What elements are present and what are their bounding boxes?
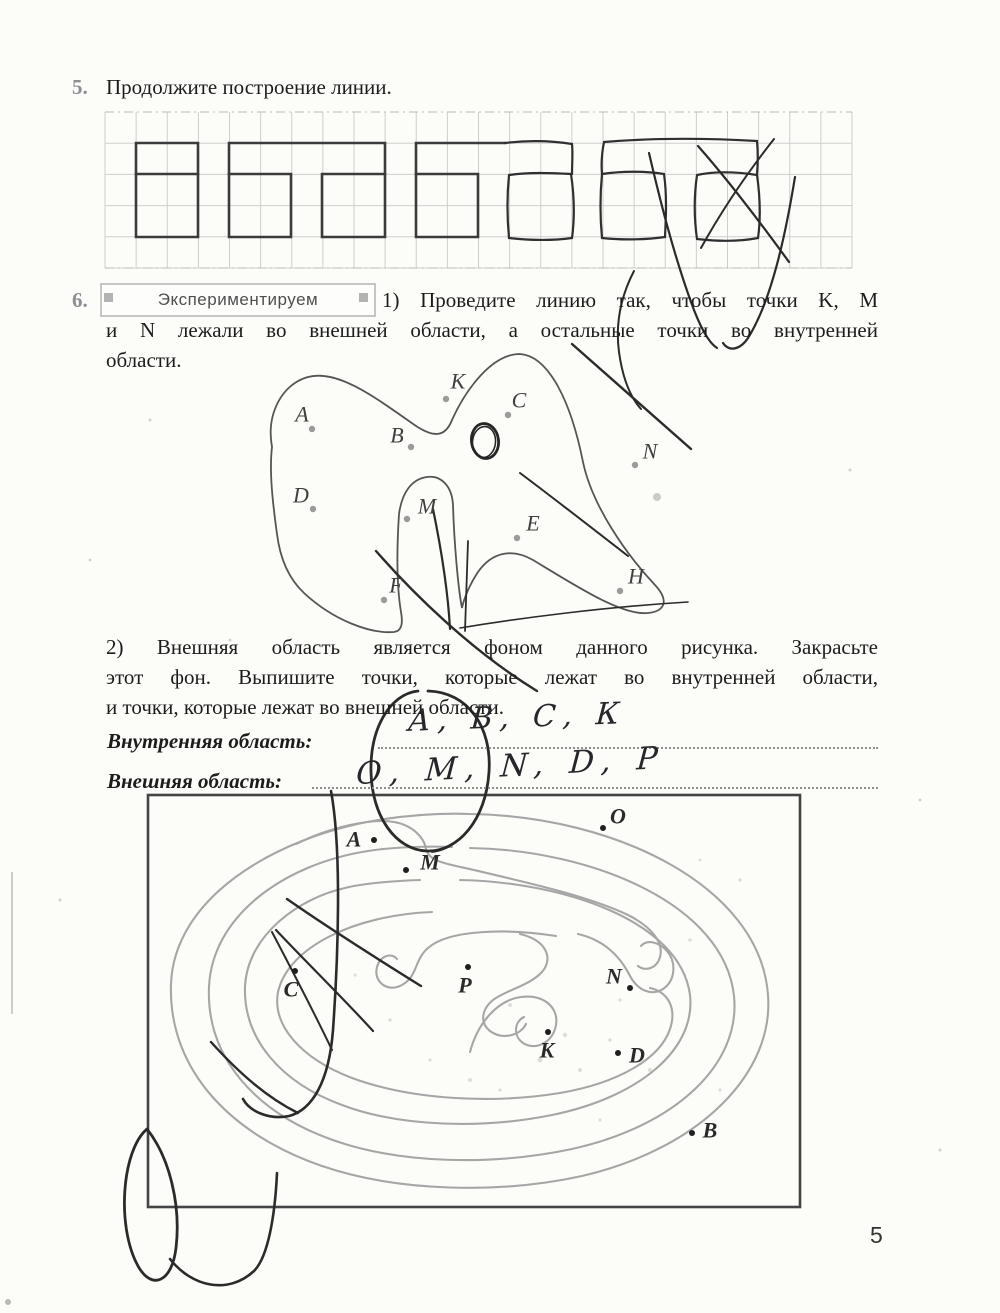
figure1-points bbox=[292, 369, 659, 604]
point-dot-A bbox=[371, 837, 377, 843]
point-label-B: B bbox=[702, 1117, 718, 1143]
point-label-P: P bbox=[458, 972, 472, 998]
task6-line3: области. bbox=[106, 348, 182, 372]
point-dot-M bbox=[404, 516, 410, 522]
point-dot-B bbox=[689, 1130, 695, 1136]
task6-number: 6. bbox=[72, 288, 88, 312]
point-label-N: N bbox=[642, 438, 658, 464]
point-dot-H bbox=[617, 588, 623, 594]
point-label-O: O bbox=[610, 803, 626, 829]
scan-speckles-figure2 bbox=[353, 859, 741, 1122]
point-dot-B bbox=[408, 444, 414, 450]
experiment-badge bbox=[100, 283, 376, 317]
inner-region-label: Внутренняя область: bbox=[107, 729, 313, 753]
point-label-C: C bbox=[511, 387, 527, 413]
point-dot-P bbox=[465, 964, 471, 970]
part2-line2: этот фон. Выпишите точки, которые лежат во внутренней области, bbox=[106, 665, 878, 689]
point-label-N: N bbox=[606, 963, 622, 989]
point-dot-N bbox=[627, 985, 633, 991]
meander-pattern-handdrawn bbox=[505, 139, 760, 241]
task6-line1: 1) Проведите линию так, чтобы точки K, M bbox=[382, 288, 878, 312]
point-dot-K bbox=[545, 1029, 551, 1035]
point-dot-D bbox=[615, 1050, 621, 1056]
point-label-K: K bbox=[539, 1037, 555, 1063]
point-label-A: A bbox=[295, 401, 309, 427]
page-number: 5 bbox=[870, 1222, 883, 1248]
point-label-D: D bbox=[629, 1042, 645, 1068]
experiment-badge-label: Экспериментируем bbox=[157, 290, 319, 309]
point-label-A: A bbox=[346, 826, 362, 852]
outer-region-handwritten-answer: О, М, N, D, Р bbox=[354, 739, 667, 793]
task5-title: Продолжите построение линии. bbox=[106, 75, 392, 99]
point-label-D: D bbox=[293, 482, 309, 508]
point-dot-E bbox=[514, 535, 520, 541]
point-label-F: F bbox=[389, 572, 403, 598]
part2-line3: и точки, которые лежат во внешней области. bbox=[106, 695, 504, 719]
spiral-figure bbox=[171, 814, 768, 1188]
part2-line1: 2) Внешняя область является фоном данного рисунка. Закрасьте bbox=[106, 635, 878, 659]
point-dot-K bbox=[443, 396, 449, 402]
point-dot-O bbox=[600, 825, 606, 831]
point-dot-D bbox=[310, 506, 316, 512]
task5-number: 5. bbox=[72, 75, 88, 99]
point-dot-N bbox=[632, 462, 638, 468]
meander-pattern-printed bbox=[136, 143, 505, 237]
point-label-K: K bbox=[450, 368, 466, 394]
point-label-M: M bbox=[420, 849, 440, 875]
point-dot-C bbox=[292, 968, 298, 974]
badge-left-square-icon bbox=[104, 293, 113, 302]
task6-line2: и N лежали во внешней области, а остальные точки во внутренней bbox=[106, 318, 878, 342]
point-label-C: C bbox=[283, 976, 299, 1002]
center-hole-scribble bbox=[469, 422, 501, 460]
outer-region-label: Внешняя область: bbox=[107, 769, 283, 793]
point-label-E: E bbox=[526, 510, 540, 536]
point-label-M: M bbox=[417, 493, 437, 519]
point-dot-F bbox=[381, 597, 387, 603]
point-label-H: H bbox=[628, 563, 644, 589]
point-label-B: B bbox=[390, 422, 404, 448]
point-dot-A bbox=[309, 426, 315, 432]
pen-scribbles-bottom bbox=[124, 791, 421, 1285]
point-dot-M bbox=[403, 867, 409, 873]
point-dot-C bbox=[505, 412, 511, 418]
inner-region-handwritten-answer: А, В, С, К bbox=[406, 696, 628, 739]
badge-right-square-icon bbox=[359, 293, 368, 302]
